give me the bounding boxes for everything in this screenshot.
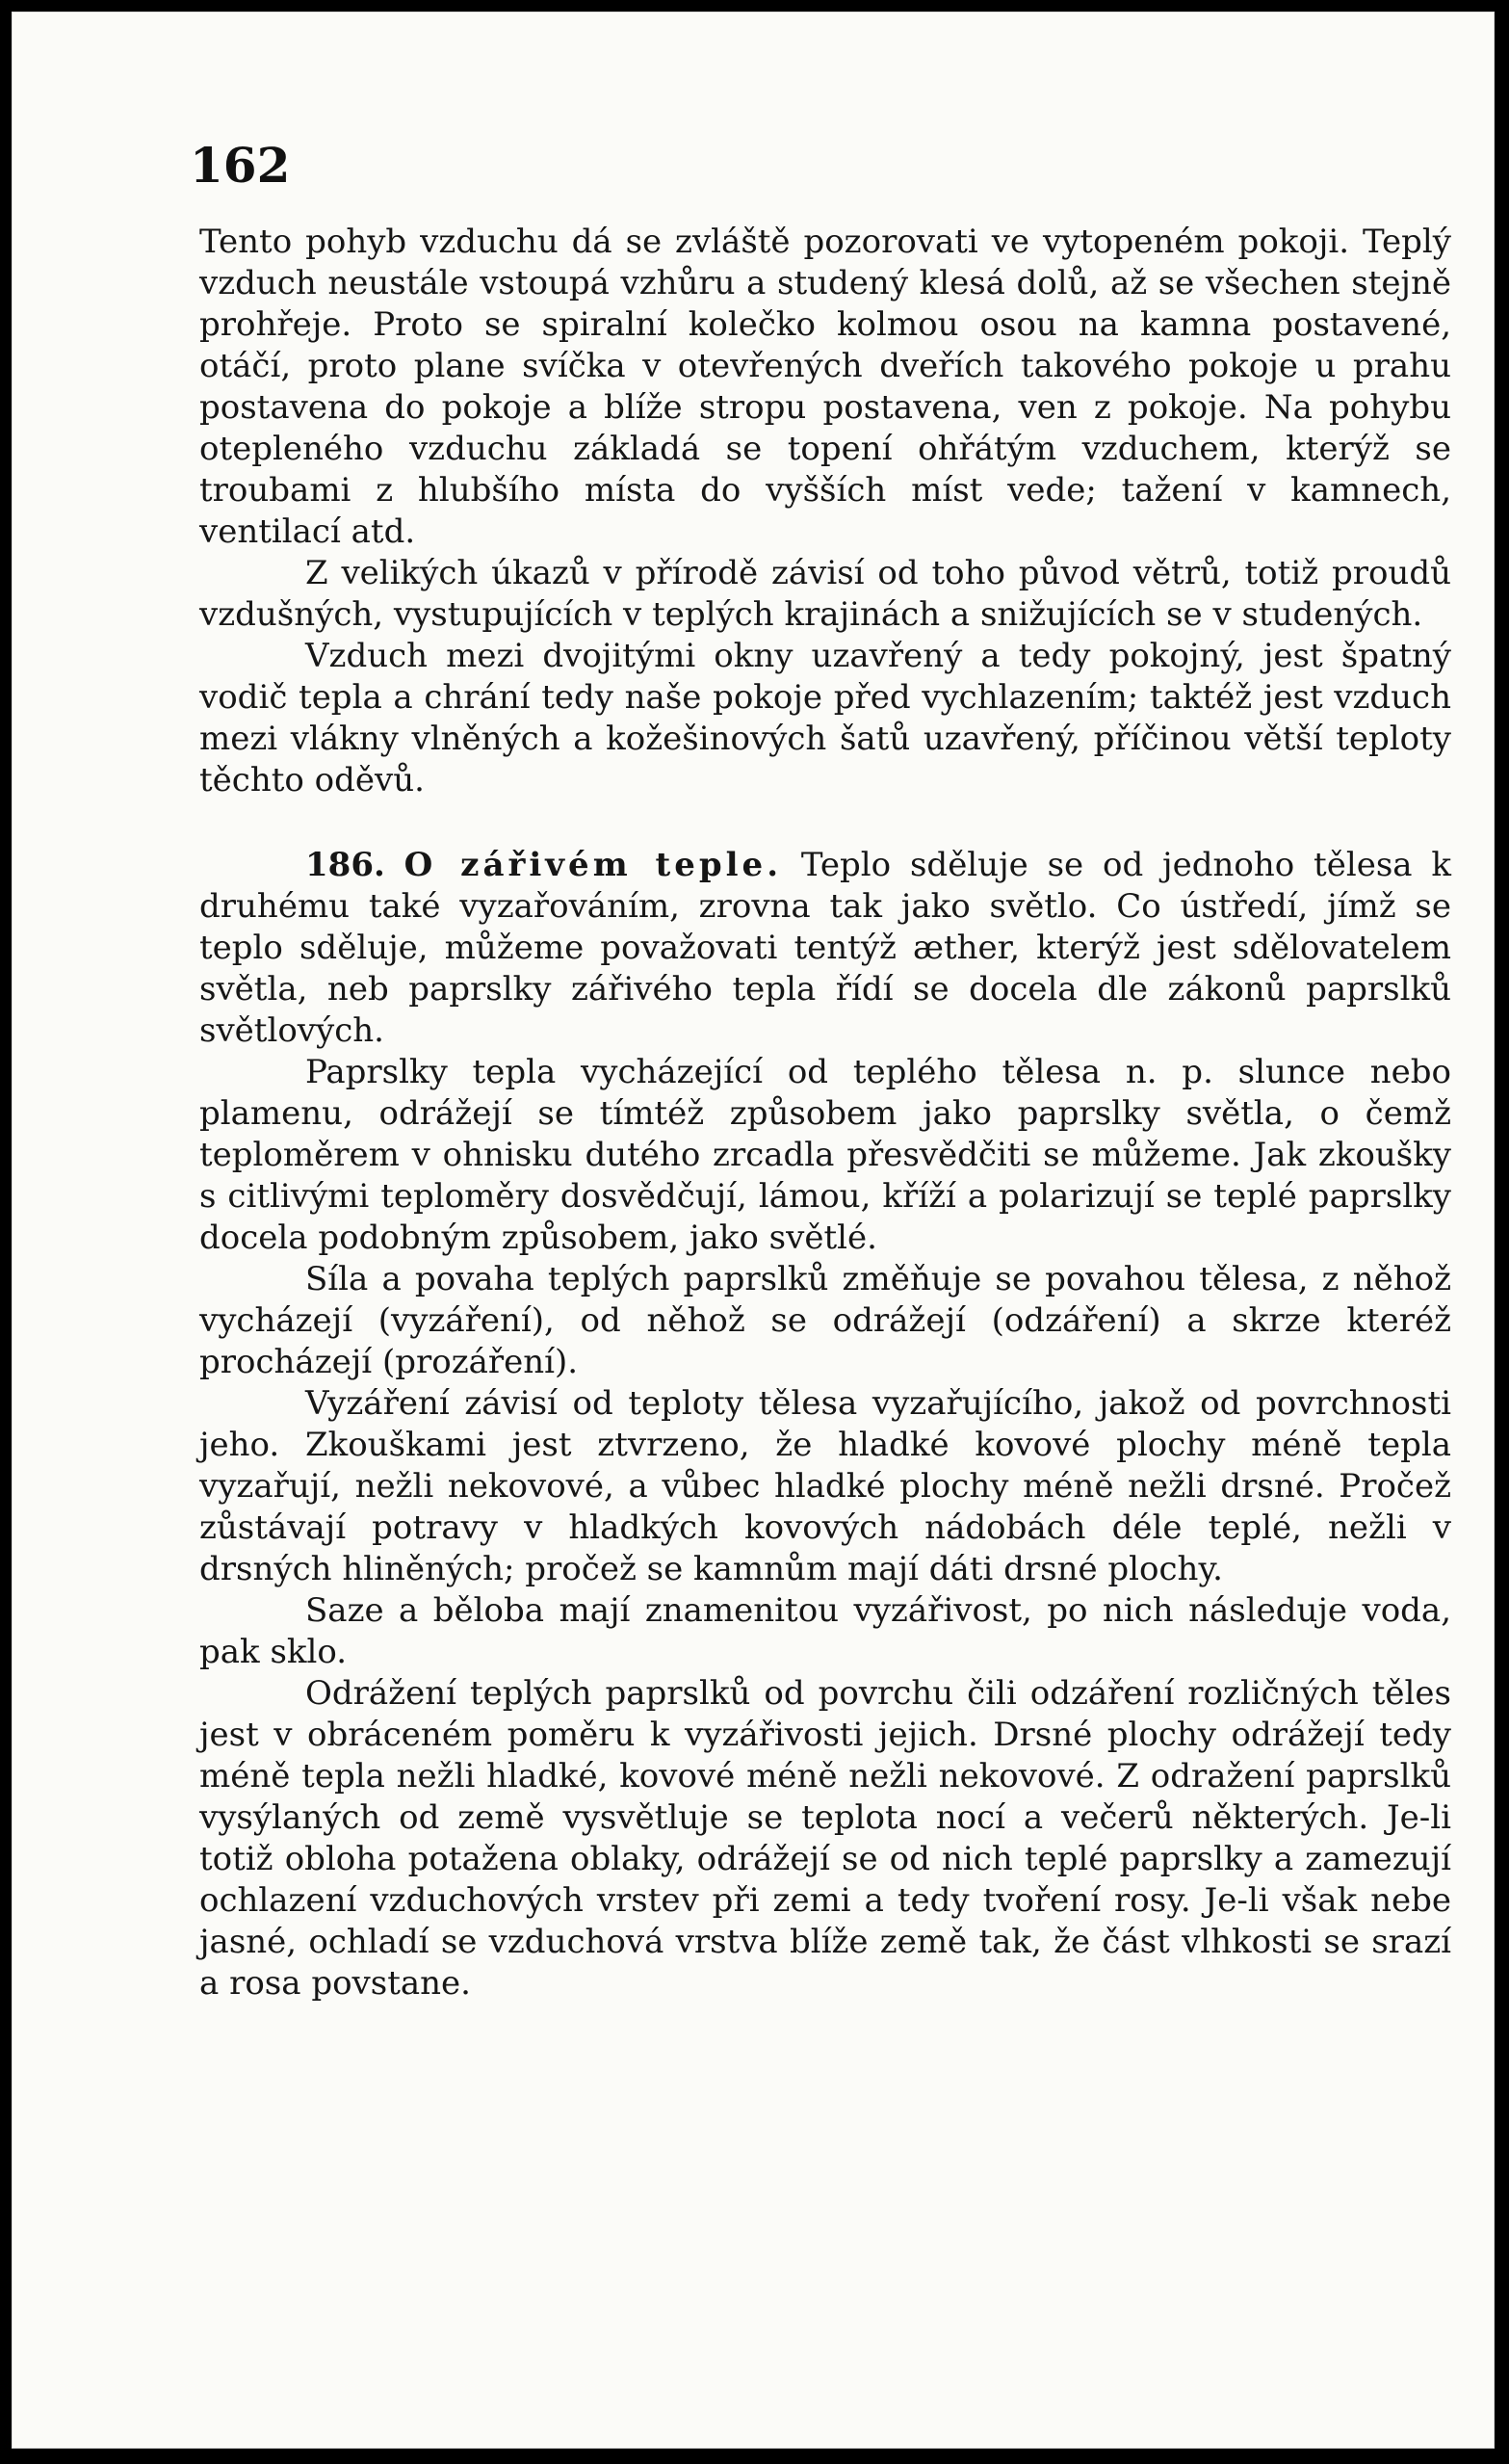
book-page xyxy=(12,12,1495,2449)
paragraph: Paprslky tepla vycházející od teplého tělesa n. p. slunce nebo plamenu, odrážejí se tímtéž způsobem jako paprslky světla, o čemž teploměrem v ohnisku dutého zrcadla přesvědčiti se můžeme. Jak zkoušky s citlivými teploměry dosvědčují, lámou, kříží a polarizují se teplé paprslky docela podobným způsobem, jako světlé. xyxy=(199,1053,1451,1257)
paragraph: Vzduch mezi dvojitými okny uzavřený a tedy pokojný, jest špatný vodič tepla a chrání tedy naše pokoje před vychlazením; taktéž jest vzduch mezi vlákny vlněných a kožešinových šatů uzavřený, příčinou větší teploty těchto oděvů. xyxy=(199,637,1451,799)
paragraph: Saze a běloba mají znamenitou vyzářivost, po nich následuje voda, pak sklo. xyxy=(199,1591,1451,1671)
paragraph: Z velikých úkazů v přírodě závisí od toho původ větrů, totiž proudů vzdušných, vystupujících v teplých krajinách a snižujících se v studených. xyxy=(199,554,1451,634)
section-lead: Teplo sděluje se od jednoho tělesa k druhému také vyzařováním, zrovna tak jako světlo. Co ústředí, jímž se teplo sděluje, můžeme považovati tentýž æther, kterýž jest sdělovatelem světla, neb paprslky zářivého tepla řídí se docela dle zákonů paprslků světlových. xyxy=(199,846,1451,1050)
paragraph: Odrážení teplých paprslků od povrchu čili odzáření rozličných těles jest v obráceném poměru k vyzářivosti jejich. Drsné plochy odrážejí tedy méně tepla nežli hladké, kovové méně nežli nekovové. Z odražení paprslků vysýlaných od země vysvětluje se teplota nocí a večerů některých. Je-li totiž obloha potažena oblaky, odrážejí se od nich teplé paprslky a zamezují ochlazení vzduchových vrstev při zemi a tedy tvoření rosy. Je-li však nebe jasné, ochladí se vzduchová vrstva blíže země tak, že část vlhkosti se srazí a rosa povstane. xyxy=(199,1674,1451,2003)
section-number: 186. xyxy=(305,846,385,884)
paragraph: Síla a povaha teplých paprslků změňuje se povahou tělesa, z něhož vycházejí (vyzáření), od něhož se odrážejí (odzáření) a skrze kteréž procházejí (prozáření). xyxy=(199,1260,1451,1381)
section-186 xyxy=(199,845,1451,1052)
body-text xyxy=(199,222,1451,2005)
paragraph: Tento pohyb vzduchu dá se zvláště pozorovati ve vytopeném pokoji. Teplý vzduch neustále vstoupá vzhůru a studený klesá dolů, až se všechen stejně prohřeje. Proto se spiralní kolečko kolmou osou na kamna postavené, otáčí, proto plane svíčka v otevřených dveřích takového pokoje u prahu postavena do pokoje a blíže stropu postavena, ven z pokoje. Na pohybu otepleného vzduchu základá se topení ohřátým vzduchem, kterýž se troubami z hlubšího místa do vyšších míst vede; tažení v kamnech, ventilací atd. xyxy=(199,223,1451,551)
page-number: 162 xyxy=(190,137,291,194)
paragraph: Vyzáření závisí od teploty tělesa vyzařujícího, jakož od povrchnosti jeho. Zkouškami jest ztvrzeno, že hladké kovové plochy méně tepla vyzařují, nežli nekovové, a vůbec hladké plochy méně nežli drsné. Pročež zůstávají potravy v hladkých kovových nádobách déle teplé, nežli v drsných hliněných; pročež se kamnům mají dáti drsné plochy. xyxy=(199,1384,1451,1588)
section-title: O zářivém teple. xyxy=(403,846,783,884)
